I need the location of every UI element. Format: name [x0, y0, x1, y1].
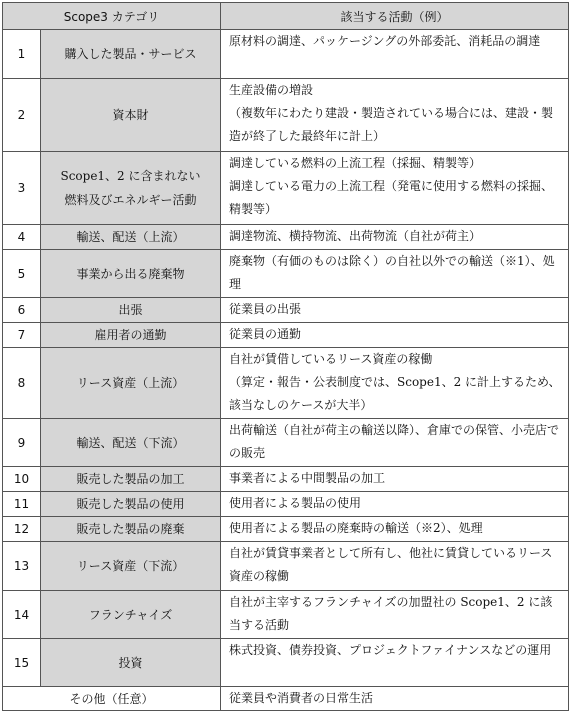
category-cell: リース資産（上流）: [41, 348, 221, 419]
row-number: 1: [3, 30, 41, 79]
activity-cell: 使用者による製品の廃棄時の輸送（※2）、処理: [221, 517, 569, 542]
row-number: 11: [3, 492, 41, 517]
table-row: [3, 492, 569, 517]
table-row-other: [3, 687, 569, 711]
row-number: 4: [3, 225, 41, 250]
category-cell: 販売した製品の廃棄: [41, 517, 221, 542]
row-number: 15: [3, 639, 41, 687]
category-cell: 販売した製品の加工: [41, 467, 221, 492]
activity-cell: 使用者による製品の使用: [221, 492, 569, 517]
table-row: [3, 542, 569, 591]
table-row: [3, 467, 569, 492]
activity-cell: 廃棄物（有価のものは除く）の自社以外での輸送（※1）、処理: [221, 250, 569, 298]
category-cell: リース資産（下流）: [41, 542, 221, 591]
category-cell: 輸送、配送（上流）: [41, 225, 221, 250]
category-cell: 資本財: [41, 79, 221, 152]
table-row: [3, 152, 569, 225]
activity-cell: 従業員や消費者の日常生活: [221, 687, 569, 711]
category-cell: フランチャイズ: [41, 591, 221, 639]
scope3-category-table: [2, 2, 569, 711]
category-cell: 出張: [41, 298, 221, 323]
activity-cell: 従業員の通勤: [221, 323, 569, 348]
row-number: 8: [3, 348, 41, 419]
row-number: 7: [3, 323, 41, 348]
table-row: [3, 517, 569, 542]
table-row: [3, 323, 569, 348]
table-row: [3, 639, 569, 687]
category-cell: 販売した製品の使用: [41, 492, 221, 517]
activity-cell: 自社が賃貸事業者として所有し、他社に賃貸しているリース資産の稼働: [221, 542, 569, 591]
table-row: [3, 250, 569, 298]
other-category-cell: その他（任意）: [3, 687, 221, 711]
activity-cell: 事業者による中間製品の加工: [221, 467, 569, 492]
category-cell: 投資: [41, 639, 221, 687]
activity-cell: 自社が賃借しているリース資産の稼働 （算定・報告・公表制度では、Scope1、2 に計上するため、該当なしのケースが大半）: [221, 348, 569, 419]
row-number: 9: [3, 419, 41, 467]
activity-cell: 出荷輸送（自社が荷主の輸送以降）、倉庫での保管、小売店での販売: [221, 419, 569, 467]
table-row: [3, 225, 569, 250]
row-number: 13: [3, 542, 41, 591]
table-header-row: [3, 3, 569, 30]
row-number: 5: [3, 250, 41, 298]
category-cell: 購入した製品・サービス: [41, 30, 221, 79]
activity-cell: 原材料の調達、パッケージングの外部委託、消耗品の調達: [221, 30, 569, 79]
header-category: Scope3 カテゴリ: [3, 3, 221, 30]
table-row: [3, 419, 569, 467]
row-number: 10: [3, 467, 41, 492]
row-number: 2: [3, 79, 41, 152]
activity-cell: 株式投資、債券投資、プロジェクトファイナンスなどの運用: [221, 639, 569, 687]
activity-cell: 生産設備の増設 （複数年にわたり建設・製造されている場合には、建設・製造が終了した最終年に計上）: [221, 79, 569, 152]
category-cell: 雇用者の通勤: [41, 323, 221, 348]
row-number: 12: [3, 517, 41, 542]
category-cell: Scope1、2 に含まれない 燃料及びエネルギー活動: [41, 152, 221, 225]
category-cell: 事業から出る廃棄物: [41, 250, 221, 298]
table-row: [3, 79, 569, 152]
activity-cell: 従業員の出張: [221, 298, 569, 323]
row-number: 6: [3, 298, 41, 323]
row-number: 14: [3, 591, 41, 639]
header-activity: 該当する活動（例）: [221, 3, 569, 30]
table-row: [3, 30, 569, 79]
activity-cell: 調達物流、横持物流、出荷物流（自社が荷主）: [221, 225, 569, 250]
row-number: 3: [3, 152, 41, 225]
activity-cell: 自社が主宰するフランチャイズの加盟社の Scope1、2 に該当する活動: [221, 591, 569, 639]
activity-cell: 調達している燃料の上流工程（採掘、精製等） 調達している電力の上流工程（発電に使用する燃料の採掘、精製等）: [221, 152, 569, 225]
table-row: [3, 348, 569, 419]
table-row: [3, 591, 569, 639]
category-cell: 輸送、配送（下流）: [41, 419, 221, 467]
table-row: [3, 298, 569, 323]
